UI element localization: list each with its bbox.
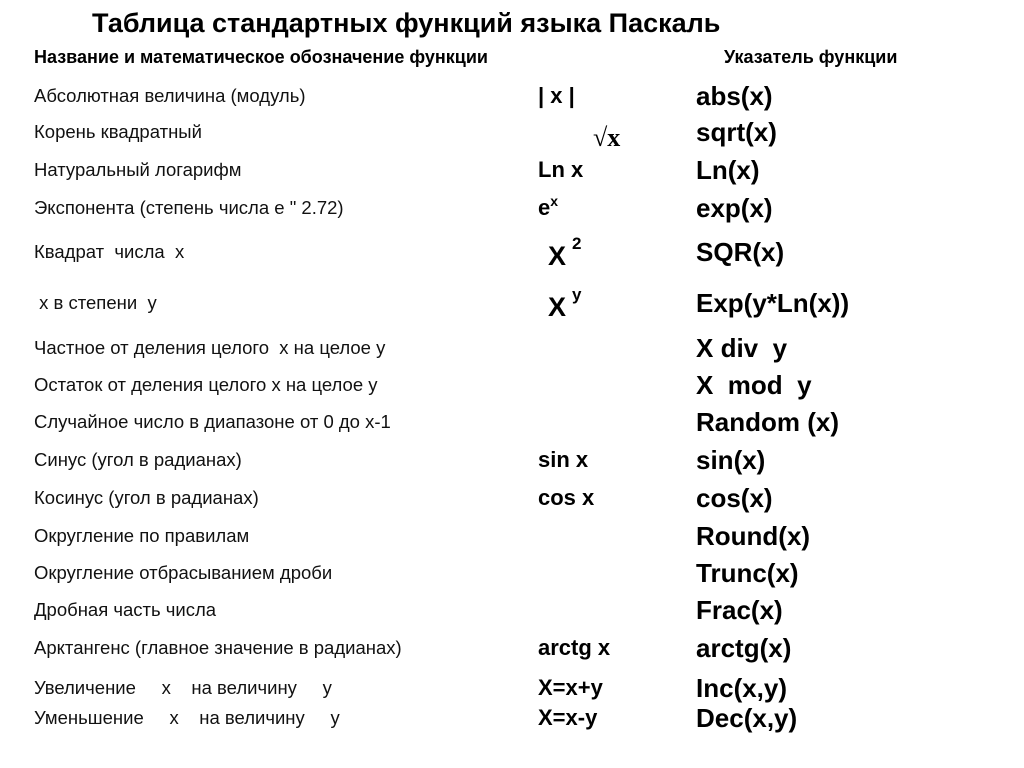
row-description: Экспонента (степень числа е " 2.72) bbox=[34, 197, 344, 218]
table-row bbox=[0, 152, 1024, 188]
math-base: X bbox=[548, 241, 567, 271]
row-function: SQR(x) bbox=[696, 237, 785, 267]
row-function: Random (x) bbox=[696, 407, 839, 437]
row-description: Арктангенс (главное значение в радианах) bbox=[34, 637, 402, 658]
row-function: Round(x) bbox=[696, 521, 811, 551]
math-exponent: 2 bbox=[572, 234, 582, 253]
row-function: Dec(x,y) bbox=[696, 703, 798, 733]
row-function: cos(x) bbox=[696, 483, 773, 513]
table-row bbox=[0, 190, 1024, 226]
sqrt-glyph: √x bbox=[593, 123, 621, 152]
square-root-symbol bbox=[588, 110, 648, 154]
table-row bbox=[0, 114, 1024, 150]
row-description: Косинус (угол в радианах) bbox=[34, 487, 259, 508]
table-row bbox=[0, 555, 1024, 591]
row-math-notation: Ln x bbox=[538, 157, 584, 182]
row-math-notation: X=x+y bbox=[538, 675, 603, 700]
table-row bbox=[0, 518, 1024, 554]
row-math-notation: cos x bbox=[538, 485, 595, 510]
column-header-name: Название и математическое обозначение функции bbox=[34, 47, 488, 67]
row-math-notation bbox=[548, 234, 581, 270]
row-function: Ln(x) bbox=[696, 155, 760, 185]
table-row bbox=[0, 592, 1024, 628]
table-row bbox=[0, 330, 1024, 366]
row-function: X mod y bbox=[696, 370, 812, 400]
row-description: Остаток от деления целого х на целое у bbox=[34, 374, 378, 395]
table-row bbox=[0, 442, 1024, 478]
math-exponent: x bbox=[550, 193, 559, 209]
row-function: arctg(x) bbox=[696, 633, 792, 663]
table-row bbox=[0, 285, 1024, 321]
row-function: sqrt(x) bbox=[696, 117, 777, 147]
row-description: Частное от деления целого х на целое у bbox=[34, 337, 386, 358]
table-row bbox=[0, 78, 1024, 114]
row-function: Exp(y*Ln(x)) bbox=[696, 288, 850, 318]
row-description: Натуральный логарифм bbox=[34, 159, 242, 180]
table-row bbox=[0, 700, 1024, 736]
row-function: exp(x) bbox=[696, 193, 773, 223]
math-base: X bbox=[548, 292, 567, 322]
row-math-notation: X=x-y bbox=[538, 705, 598, 730]
row-description: Абсолютная величина (модуль) bbox=[34, 85, 306, 106]
row-description: Дробная часть числа bbox=[34, 599, 217, 620]
row-function: Frac(x) bbox=[696, 595, 783, 625]
table-row bbox=[0, 630, 1024, 666]
row-description: Увеличение х на величину у bbox=[34, 677, 332, 698]
row-description: Округление по правилам bbox=[34, 525, 250, 546]
math-exponent: y bbox=[572, 285, 582, 304]
column-header-pointer: Указатель функции bbox=[724, 47, 898, 67]
row-function: Trunc(x) bbox=[696, 558, 799, 588]
table-row bbox=[0, 234, 1024, 270]
table-row bbox=[0, 404, 1024, 440]
row-math-notation: | x | bbox=[538, 83, 575, 108]
row-function: Inc(x,y) bbox=[696, 673, 788, 703]
row-math-notation bbox=[538, 190, 558, 226]
row-description: Случайное число в диапазоне от 0 до х-1 bbox=[34, 411, 391, 432]
page-title: Таблица стандартных функций языка Паскаль bbox=[92, 8, 721, 38]
row-math-notation: sin x bbox=[538, 447, 589, 472]
row-description: Округление отбрасыванием дроби bbox=[34, 562, 333, 583]
row-math-notation bbox=[548, 285, 581, 321]
row-description: Синус (угол в радианах) bbox=[34, 449, 242, 470]
row-description: Уменьшение х на величину у bbox=[34, 707, 340, 728]
row-function: X div y bbox=[696, 333, 788, 363]
row-math-notation: arctg x bbox=[538, 635, 611, 660]
math-base: e bbox=[538, 195, 551, 220]
row-description: Квадрат числа х bbox=[34, 241, 185, 262]
table-row bbox=[0, 367, 1024, 403]
row-description: Корень квадратный bbox=[34, 121, 202, 142]
row-function: abs(x) bbox=[696, 81, 773, 111]
table-row bbox=[0, 480, 1024, 516]
row-function: sin(x) bbox=[696, 445, 766, 475]
row-description: х в степени у bbox=[34, 292, 157, 313]
